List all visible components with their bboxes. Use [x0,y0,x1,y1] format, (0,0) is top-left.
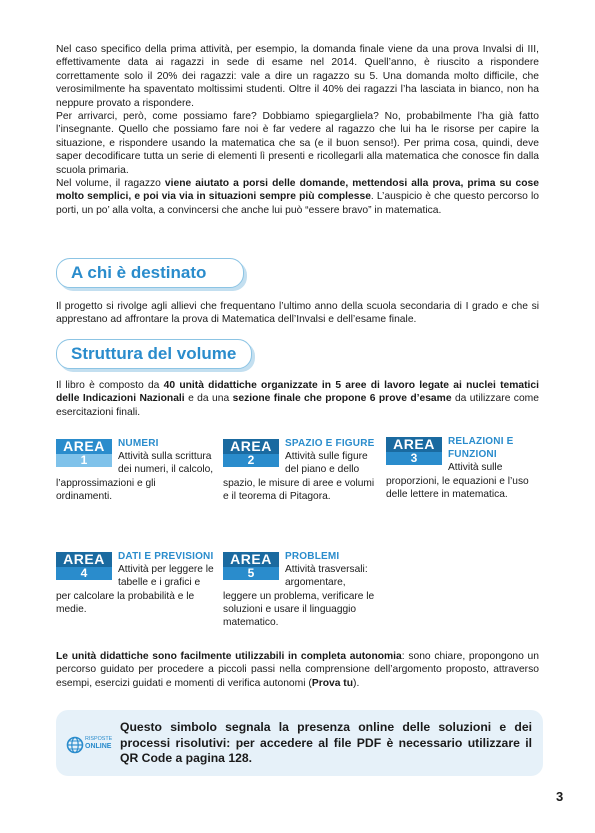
area-1-description: Attività sulla scrittura dei numeri, il calcolo, l’approssimazioni e gli ordinamenti. [56,451,214,502]
structure-t3: e da una [184,393,233,405]
structure-t5: da utilizzare come esercitazioni finali. [56,393,539,418]
icon-label-bottom: ONLINE [85,743,112,750]
structure-text [56,379,539,419]
intro-paragraph-2: Per arrivarci, però, come possiamo fare? Dobbiamo spiegargliela? No, probabilmente l’ha già fatto l’insegnante. Quello che possiamo fare noi è far vedere al ragazzo che lui ha le risorse per capire la situazione, e rispondere usando la matematica che sa (e il buon senso!). Per prima cosa, quindi, deve saper decodificare tutta un serie di elementi lì presenti e ricollegarli alla matematica che conosce fin dalla scuola primaria. [56,111,539,176]
area-1-block [56,437,214,503]
area-badge-number: 5 [223,567,279,580]
area-badge-number: 2 [223,454,279,467]
intro-p3-highlight: viene aiutato a porsi delle domande, mettendosi alla prova, prima su cose molto semplici, e poi via via in situazioni sempre più complesse [56,178,540,203]
intro-paragraph-3 [56,177,539,217]
area-badge-word: AREA [56,439,112,454]
area-2-description: Attività sulle figure del piano e dello spazio, le misure di aree e volumi e il teorema di Pitagora. [223,451,375,502]
area-1-badge [56,439,112,467]
area-badge-word: AREA [223,439,279,454]
area-2-block [223,437,375,503]
area-badge-word: AREA [223,552,279,567]
intro-section [56,43,539,217]
area-5-title: PROBLEMI [285,551,340,562]
target-audience-text: Il progetto si rivolge agli allievi che frequentano l’ultimo anno della scuola secondaria di I grado e che si apprestano ad affrontare la prova di Matematica dell’Invalsi e dell’esame finale. [56,301,539,326]
area-3-block [386,435,546,501]
area-4-badge [56,552,112,580]
area-4-description: Attività per leggere le tabelle e i grafici e per calcolare la probabilità e le medie. [56,564,214,615]
area-3-description: Attività sulle proporzioni, le equazioni e l’uso delle lettere in matematica. [386,462,529,500]
globe-icon [66,726,122,760]
area-2-title: SPAZIO E FIGURE [285,438,375,449]
intro-paragraph-1: Nel caso specifico della prima attività, per esempio, la domanda finale viene da una prova Invalsi di III, effettivamente data ai ragazzi in sede di esame nel 2014. Quell’anno, è riuscito a rispondere correttamente solo il 20% dei ragazzi: vale a dire un ragazzo su 5. Una domanda molto difficile, che verosimilmente ha spaventato moltissimi studenti. Oltre il 40% dei ragazzi l’ha lasciata in bianco, non ha neppure provato a rispondere. [56,44,539,109]
units-highlight: Le unità didattiche sono facilmente utilizzabili in completa autonomia [56,651,402,662]
area-5-description: Attività trasversali: argomentare, leggere un problema, verificare le soluzioni e usare il linguaggio matematico. [223,564,375,629]
area-3-badge [386,437,442,465]
area-badge-number: 3 [386,452,442,465]
area-badge-number: 4 [56,567,112,580]
heading-target-audience: A chi è destinato [56,258,244,288]
area-3-title: RELAZIONI E FUNZIONI [448,436,514,461]
structure-t4: sezione finale che propone 6 prove d’esame [232,393,452,405]
area-badge-word: AREA [56,552,112,567]
page-number: 3 [556,789,564,804]
area-4-title: DATI E PREVISIONI [118,551,214,562]
area-badge-number: 1 [56,454,112,467]
heading-volume-structure: Struttura del volume [56,339,252,369]
area-2-badge [223,439,279,467]
intro-p3-end: . L’auspicio è che questo percorso lo porti, un po’ alla volta, a convincersi che anche lui può “essere bravo” in matematica. [56,191,539,216]
icon-label-top: RISPOSTE [85,736,113,742]
units-end: ). [353,677,360,689]
area-5-block [223,550,375,629]
area-4-block [56,550,214,616]
online-answers-text: Questo simbolo segnala la presenza online delle soluzioni e dei processi risolutivi: per accedere al file PDF è necessario utilizzare il QR Code a pagina 128. [120,720,532,766]
area-badge-word: AREA [386,437,442,452]
structure-t2: 40 unità didattiche organizzate in 5 aree di lavoro legate ai nuclei tematici delle Indicazioni Nazionali [56,380,539,405]
online-answers-box [56,710,543,776]
area-5-badge [223,552,279,580]
intro-p3-start: Nel volume, il ragazzo [56,178,165,190]
units-paragraph [56,650,539,690]
area-1-title: NUMERI [118,438,159,449]
units-text: : sono chiare, propongono un percorso guidato per procedere a piccoli passi nella comprensione dell’argomento proposto, attraverso esempi, esercizi guidati e momenti di verifica autonomi ( [56,651,539,689]
prova-tu-label: Prova tu [311,677,354,689]
structure-t1: Il libro è composto da [56,380,164,391]
